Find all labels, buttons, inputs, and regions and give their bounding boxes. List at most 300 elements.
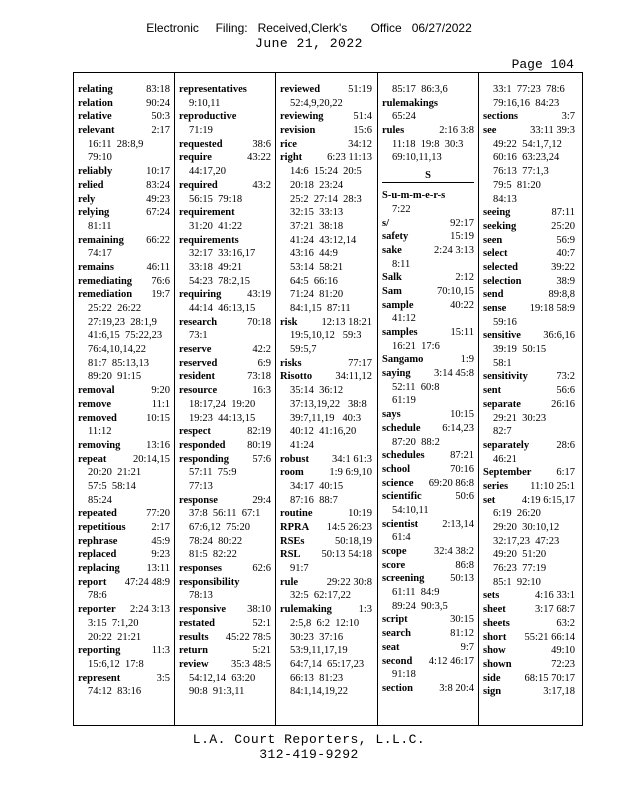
index-entry [382,285,474,299]
page-line-refs: 19:23 44:13,15 [189,412,256,424]
index-continuation [280,631,372,645]
page-line-refs: 68:15 70:17 [524,672,575,684]
index-continuation [78,220,170,234]
index-term: show [483,645,506,657]
index-term: reserve [179,344,212,356]
index-entry [382,641,474,655]
column-divider [377,72,378,726]
index-term: reproductive [179,111,237,123]
index-continuation [179,466,271,480]
page-line-refs: 85:1 92:10 [493,576,541,588]
index-term: rephrase [78,535,118,547]
index-term: sake [382,244,402,256]
page-line-refs: 40:7 [556,248,575,260]
page-line-refs: 49:20 51:20 [493,549,547,561]
page-line-refs: 56:9 [556,234,575,246]
page-line-refs: 20:22 21:21 [88,631,142,643]
page-line-refs: 56:6 [556,385,575,397]
page-line-refs: 40:22 [450,299,474,311]
index-term: relation [78,97,113,109]
index-term: RPRA [280,522,310,533]
index-term: seeking [483,220,517,232]
page-line-refs: 79:10 [88,152,112,164]
page-line-refs: 81:7 85:13,13 [88,357,149,369]
index-term: score [382,559,406,571]
index-term: reliably [78,166,113,178]
index-continuation [78,658,170,672]
index-entry [78,288,170,302]
index-continuation [382,340,474,354]
index-continuation [280,398,372,412]
page-line-refs: 65:24 [392,111,416,123]
page-line-refs: 79:16,16 84:23 [493,97,560,109]
page-line-refs: 42:2 [252,344,271,356]
index-entry [78,439,170,453]
index-term: seen [483,234,503,246]
page-line-refs: 77:13 [189,480,213,492]
index-continuation [280,165,372,179]
index-entry [382,655,474,669]
page-line-refs: 32:17 33:16,17 [189,248,256,260]
page-line-refs: 45:22 78:5 [225,631,271,643]
index-entry [78,398,170,412]
page-line-refs: 41:24 43:12,14 [290,234,357,246]
page-line-refs: 45:9 [151,535,170,547]
index-continuation [280,206,372,220]
page-line-refs: 84:1,14,19,22 [290,686,349,698]
index-entry [179,234,271,248]
page-line-refs: 77:20 [146,508,170,520]
index-entry [382,545,474,559]
page-line-refs: 25:22 26:22 [88,303,142,314]
index-term: remediation [78,289,133,301]
page-line-refs: 69:20 86:8 [428,477,474,489]
index-term: resident [179,371,215,383]
page-line-refs: 78:6 [88,590,107,602]
page-line-refs: 74:12 83:16 [88,686,142,698]
index-term: scope [382,546,407,557]
index-term: separately [483,439,530,451]
page-line-refs: 2:13,14 [442,518,474,530]
index-entry [382,271,474,285]
index-continuation [483,343,575,357]
page-line-refs: 3:8 20:4 [439,682,474,694]
page-line-refs: 50:13 54:18 [321,549,372,561]
page-line-refs: 52:11 60:8 [392,381,440,393]
index-entry [280,370,372,384]
index-continuation [280,617,372,631]
index-continuation [483,83,575,97]
index-continuation [179,672,271,686]
index-term: remains [78,261,114,273]
index-entry [179,453,271,467]
index-term: sheet [483,604,506,616]
index-entry [483,672,575,686]
index-continuation [483,97,575,111]
page-line-refs: 71:19 [189,125,213,137]
index-entry [483,261,575,275]
index-entry [78,603,170,617]
index-entry [382,326,474,340]
page-line-refs: 41:12 [392,313,416,325]
page-line-refs: 70:10,15 [436,285,474,297]
index-continuation [179,521,271,535]
page-line-refs: 71:24 81:20 [290,289,344,301]
page-line-refs: 62:6 [252,563,271,575]
page-line-refs: 80:19 [247,439,271,451]
index-term: rice [280,138,297,150]
index-entry [483,384,575,398]
index-continuation [382,151,474,165]
page-line-refs: 81:11 [88,220,112,232]
index-entry [78,535,170,549]
index-continuation [382,586,474,600]
index-entry [78,384,170,398]
index-continuation [78,617,170,631]
index-entry [179,138,271,152]
page-line-refs: 27:19,23 28:1,9 [88,316,157,328]
index-continuation [78,370,170,384]
index-term: says [382,409,401,421]
reporter-phone: 312-419-9292 [259,747,359,762]
index-entry [179,644,271,658]
page-line-refs: 3:14 45:8 [434,368,474,380]
index-entry [280,110,372,124]
index-entry [78,165,170,179]
page-line-refs: 14:5 26:23 [326,522,372,533]
page-line-refs: 84:1,15 87:11 [290,303,351,314]
index-term: sets [483,590,500,602]
index-term: shown [483,658,512,670]
index-term: Sam [382,285,402,297]
index-term: science [382,477,414,489]
index-entry [280,83,372,97]
index-term: screening [382,573,425,585]
page-line-refs: 39:19 50:15 [493,344,547,356]
page-line-refs: 3:17 68:7 [535,604,575,616]
index-term: select [483,248,508,260]
index-continuation [280,343,372,357]
index-entry [179,562,271,576]
page-line-refs: 6:14,23 [442,422,474,434]
page-line-refs: 87:20 88:2 [392,436,440,448]
index-entry [179,370,271,384]
page-line-refs: 58:1 [493,357,512,369]
index-continuation [483,453,575,467]
index-continuation [483,193,575,207]
index-term: scientist [382,518,419,530]
index-continuation [179,193,271,207]
index-continuation [179,412,271,426]
page-line-refs: 37:8 56:11 67:1 [189,508,261,520]
index-continuation [78,247,170,261]
index-continuation [280,193,372,207]
page-line-refs: 67:6,12 75:20 [189,522,250,533]
index-term: results [179,631,209,643]
index-entry [483,329,575,343]
index-entry [179,151,271,165]
index-entry [78,644,170,658]
page-line-refs: 13:11 [146,563,170,575]
index-continuation [382,436,474,450]
page-number: Page 104 [511,57,574,72]
index-entry [382,367,474,381]
index-entry [382,244,474,258]
index-entry [280,124,372,138]
index-term: requirements [179,234,239,246]
page-line-refs: 2:24 3:13 [434,244,474,256]
index-term: restated [179,617,215,629]
index-term: responsive [179,604,227,616]
index-continuation [280,261,372,275]
page-line-refs: 57:11 75:9 [189,467,237,479]
index-term: removed [78,412,117,424]
page-line-refs: 29:4 [252,494,271,506]
index-term: responding [179,453,229,465]
index-continuation [179,261,271,275]
page-line-refs: 19:18 58:9 [529,303,575,314]
index-term: research [179,316,218,328]
page-line-refs: 66:22 [146,234,170,246]
index-entry [483,617,575,631]
page-line-refs: 64:7,14 65:17,23 [290,658,365,670]
index-term: relating [78,84,113,95]
page-line-refs: 11:18 19:8 30:3 [392,138,464,150]
index-term: rulemaking [280,604,332,616]
page-line-refs: 10:17 [146,166,170,178]
index-term: required [179,179,218,191]
page-line-refs: 49:23 [146,193,170,205]
index-entry [179,83,271,97]
index-entry [382,559,474,573]
page-line-refs: 6:17 [556,467,575,479]
index-entry [179,439,271,453]
index-continuation [179,165,271,179]
page-line-refs: 46:21 [493,453,517,465]
index-term: room [280,467,304,479]
index-term: schedule [382,422,421,434]
index-continuation [179,589,271,603]
page-line-refs: 50:6 [455,491,474,503]
index-term: relevant [78,125,115,137]
index-continuation [78,138,170,152]
index-continuation [280,562,372,576]
index-entry [280,521,372,535]
index-entry [179,425,271,439]
page-line-refs: 55:21 66:14 [524,631,575,643]
index-entry [483,220,575,234]
index-entry [179,494,271,508]
index-continuation [382,600,474,614]
index-term: respect [179,426,211,438]
index-term: rulemakings [382,97,439,109]
index-term: repeat [78,453,107,465]
index-entry [78,507,170,521]
page-line-refs: 20:14,15 [132,453,170,465]
page-line-refs: 54:23 78:2,15 [189,275,250,287]
index-entry [382,97,474,111]
index-entry [382,299,474,313]
page-line-refs: 54:10,11 [392,504,429,516]
index-term: reporting [78,645,121,657]
index-entry [280,453,372,467]
page-line-refs: 1:9 6:9,10 [329,467,372,479]
page-line-refs: 20:18 23:24 [290,179,344,191]
index-entry [382,353,474,367]
index-continuation [280,275,372,289]
index-entry [483,631,575,645]
index-continuation [179,97,271,111]
index-entry [280,507,372,521]
index-entry [179,316,271,330]
index-term: sections [483,111,518,123]
footer [0,732,618,762]
index-term: reporter [78,604,116,616]
index-term: separate [483,398,521,410]
index-entry [179,576,271,590]
index-term: September [483,467,532,479]
index-term: saying [382,368,411,380]
page-line-refs: 92:17 [450,217,474,229]
index-column-1 [78,83,170,699]
index-continuation [179,535,271,549]
index-term: repeated [78,508,117,520]
index-continuation [382,138,474,152]
column-divider [174,72,175,726]
index-term: set [483,494,496,506]
index-term: risk [280,316,298,328]
index-entry [179,658,271,672]
index-continuation [382,258,474,272]
index-column-5 [483,83,575,699]
index-entry [179,206,271,220]
page-line-refs: 10:15 [146,412,170,424]
page-line-refs: 72:23 [551,658,575,670]
index-term: represent [78,672,121,684]
index-term: S-u-m-m-e-r-s [382,190,446,202]
index-entry [78,412,170,426]
index-entry [78,234,170,248]
index-column-4 [382,83,474,696]
page-line-refs: 67:24 [146,207,170,219]
index-term: requiring [179,289,222,301]
index-term: section [382,682,413,694]
index-term: sensitive [483,330,521,342]
page-line-refs: 70:18 [247,316,271,328]
index-entry [382,422,474,436]
index-term: schedules [382,450,425,462]
index-entry [483,685,575,699]
page-line-refs: 90:24 [146,97,170,109]
page-line-refs: 32:15 33:13 [290,207,344,219]
index-entry [382,217,474,231]
page-line-refs: 43:19 [247,289,271,301]
filing-stamp: Electronic Filing: Received,Clerk's Office 06/27/2022 [146,21,472,35]
page-line-refs: 61:19 [392,395,416,407]
index-continuation [280,412,372,426]
index-term: seat [382,641,400,653]
index-entry [382,189,474,203]
index-entry [280,535,372,549]
page-line-refs: 34:17 40:15 [290,480,344,492]
index-entry [179,631,271,645]
index-entry [78,110,170,124]
page-line-refs: 3:15 7:1,20 [88,617,139,629]
index-continuation [382,504,474,518]
index-column-2 [179,83,271,699]
index-entry [483,589,575,603]
page-line-refs: 33:11 39:3 [530,125,575,137]
page-line-refs: 89:8,8 [548,289,575,301]
index-continuation [280,220,372,234]
page-line-refs: 63:2 [556,617,575,629]
index-entry [483,398,575,412]
index-continuation [483,316,575,330]
index-continuation [78,151,170,165]
index-entry [483,288,575,302]
page-line-refs: 15:19 [450,231,474,243]
page-line-refs: 78:24 80:22 [189,535,243,547]
page-line-refs: 14:6 15:24 20:5 [290,166,362,178]
index-entry [382,477,474,491]
index-term: scientific [382,491,422,503]
page-line-refs: 74:17 [88,248,112,260]
page-line-refs: 9:23 [151,549,170,561]
index-continuation [382,110,474,124]
page-line-refs: 87:21 [450,450,474,462]
page-line-refs: 76:23 77:19 [493,563,547,575]
page-line-refs: 54:12,14 63:20 [189,672,256,684]
page-line-refs: 16:21 17:6 [392,340,440,352]
page-line-refs: 2:16 3:8 [439,125,474,137]
index-term: require [179,152,212,164]
page-line-refs: 12:13 18:21 [321,316,372,328]
page-line-refs: 36:6,16 [543,330,575,342]
page-line-refs: 29:22 30:8 [326,576,372,588]
page-line-refs: 3:7 [561,111,575,123]
page-line-refs: 86:8 [455,559,474,571]
index-term: remaining [78,234,124,246]
page-line-refs: 6:9 [257,357,271,369]
page-line-refs: 52:4,9,20,22 [290,97,343,109]
page-line-refs: 38:6 [252,138,271,150]
index-term: remove [78,398,112,410]
index-entry [280,138,372,152]
index-term: RSL [280,549,301,561]
index-term: responded [179,439,226,451]
page-line-refs: 2:5,8 6:2 12:10 [290,617,360,629]
index-continuation [483,357,575,371]
index-continuation [280,494,372,508]
index-term: sheets [483,617,510,629]
index-entry [382,124,474,138]
index-continuation [179,302,271,316]
page-line-refs: 66:13 81:23 [290,672,344,684]
index-term: reviewed [280,84,321,95]
index-entry [280,466,372,480]
index-term: replacing [78,563,120,575]
index-continuation [483,507,575,521]
index-entry [382,627,474,641]
page-line-refs: 3:5 [156,672,170,684]
page-line-refs: 83:24 [146,179,170,191]
index-continuation [179,398,271,412]
index-continuation [78,494,170,508]
index-term: remediating [78,275,133,287]
index-continuation [179,124,271,138]
index-term: Salk [382,272,402,284]
index-term: RSEs [280,535,305,547]
